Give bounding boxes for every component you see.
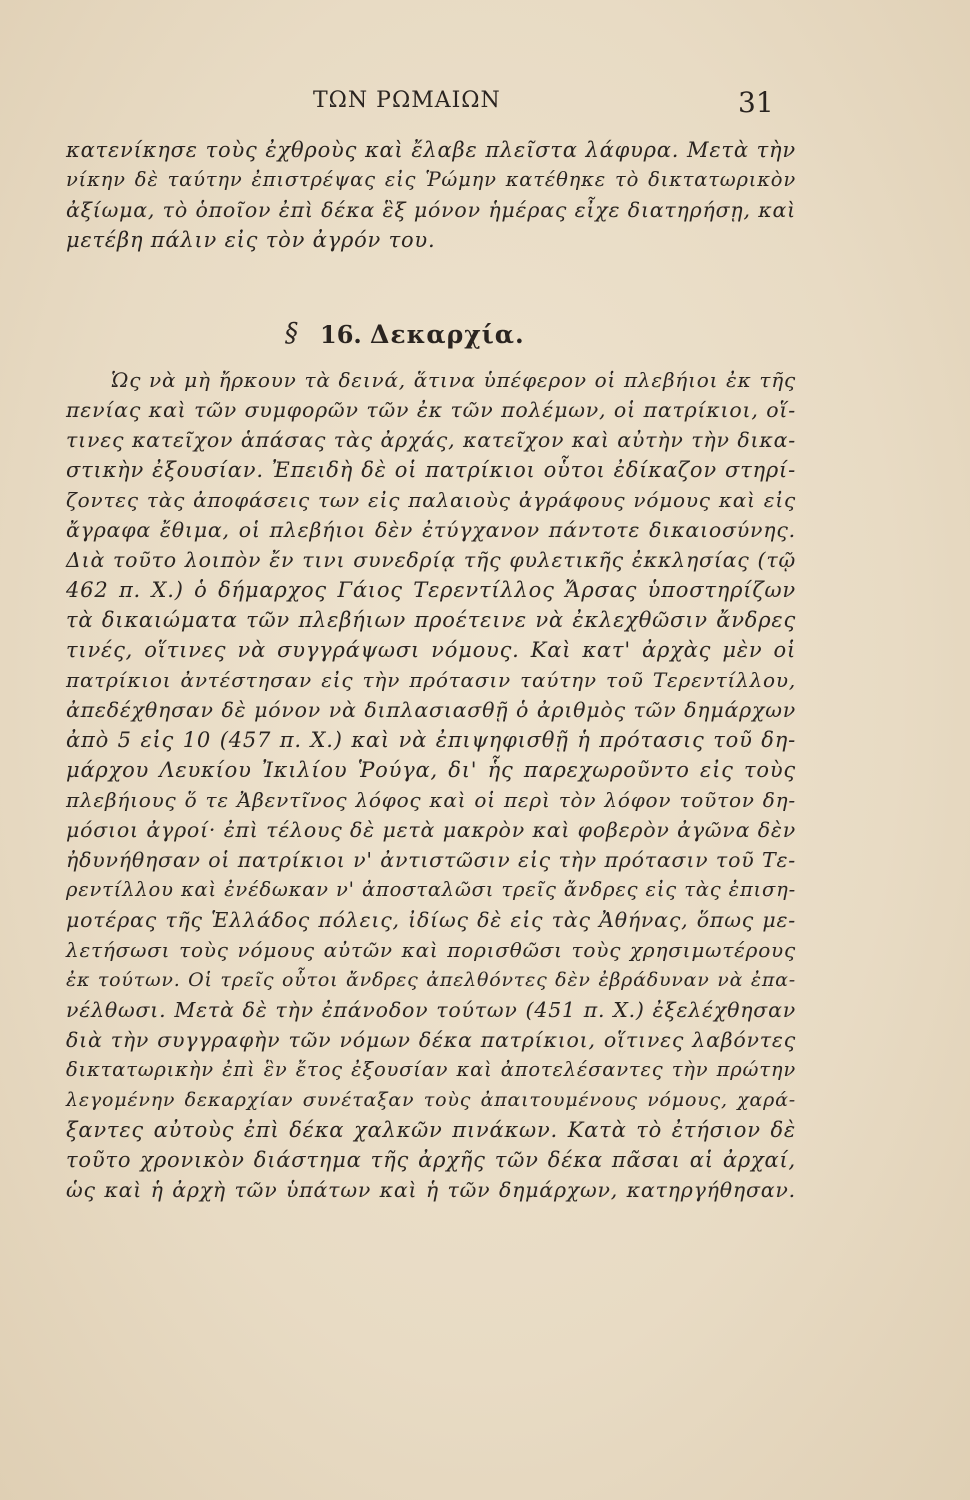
section-number: 16. — [320, 320, 362, 349]
text-line: ἀξίωμα, τὸ ὁποῖον ἐπὶ δέκα ἓξ μόνον ἡμέρας εἶχε διατηρήσῃ, καὶ — [66, 198, 796, 222]
section-title: Δεκαρχία. — [370, 320, 525, 349]
text-line: ἠδυνήθησαν οἱ πατρίκιοι ν' ἀντιστῶσιν εἰς τὴν πρότασιν τοῦ Τε- — [66, 848, 796, 872]
text-line: τινες κατεῖχον ἁπάσας τὰς ἀρχάς, κατεῖχον καὶ αὐτὴν τὴν δικα- — [66, 428, 796, 452]
text-line: ἄγραφα ἔθιμα, οἱ πλεβήιοι δὲν ἐτύγχανον πάντοτε δικαιοσύνης. — [66, 518, 796, 542]
text-line: τοῦτο χρονικὸν διάστημα τῆς ἀρχῆς τῶν δέκα πᾶσαι αἱ ἀρχαί, — [66, 1148, 796, 1172]
text-line: διὰ τὴν συγγραφὴν τῶν νόμων δέκα πατρίκιοι, οἵτινες λαβόντες — [66, 1028, 796, 1052]
text-line: πλεβήιους ὅ τε Ἀβεντῖνος λόφος καὶ οἱ περὶ τὸν λόφον τοῦτον δη- — [66, 788, 796, 812]
text-line: πενίας καὶ τῶν συμφορῶν τῶν ἐκ τῶν πολέμων, οἱ πατρίκιοι, οἵ- — [66, 398, 796, 422]
paragraph-main — [66, 365, 796, 1205]
text-line: ὡς καὶ ἡ ἀρχὴ τῶν ὑπάτων καὶ ἡ τῶν δημάρχων, κατηργήθησαν. — [66, 1178, 796, 1202]
text-line: μόσιοι ἀγροί· ἐπὶ τέλους δὲ μετὰ μακρὸν καὶ φοβερὸν ἀγῶνα δὲν — [66, 818, 796, 842]
text-line: λεγομένην δεκαρχίαν συνέταξαν τοὺς ἀπαιτουμένους νόμους, χαρά- — [66, 1089, 796, 1111]
text-line: μάρχου Λευκίου Ἰκιλίου Ῥούγα, δι' ἧς παρεχωροῦντο εἰς τοὺς — [66, 758, 796, 782]
text-line: μετέβη πάλιν εἰς τὸν ἀγρόν του. — [66, 228, 436, 252]
text-line: ζοντες τὰς ἀποφάσεις των εἰς παλαιοὺς ἀγράφους νόμους καὶ εἰς — [66, 488, 796, 512]
page-number: 31 — [738, 86, 774, 119]
text-line: ἀπὸ 5 εἰς 10 (457 π. Χ.) καὶ νὰ ἐπιψηφισθῇ ἡ πρότασις τοῦ δη- — [66, 728, 796, 752]
section-heading — [0, 318, 970, 350]
section-mark: § — [285, 318, 298, 348]
text-line: πατρίκιοι ἀντέστησαν εἰς τὴν πρότασιν ταύτην τοῦ Τερεντίλλου, — [66, 668, 796, 692]
text-line: μοτέρας τῆς Ἑλλάδος πόλεις, ἰδίως δὲ εἰς τὰς Ἀθήνας, ὅπως με- — [66, 908, 796, 932]
running-head — [0, 88, 970, 118]
text-line: στικὴν ἐξουσίαν. Ἐπειδὴ δὲ οἱ πατρίκιοι οὗτοι ἐδίκαζον στηρί- — [66, 458, 796, 482]
text-line: λετήσωσι τοὺς νόμους αὐτῶν καὶ πορισθῶσι τοὺς χρησιμωτέρους — [66, 938, 796, 962]
text-line: ξαντες αὐτοὺς ἐπὶ δέκα χαλκῶν πινάκων. Κατὰ τὸ ἐτήσιον δὲ — [66, 1118, 796, 1142]
text-line: δικτατωρικὴν ἐπὶ ἓν ἔτος ἐξουσίαν καὶ ἀποτελέσαντες τὴν πρώτην — [66, 1058, 796, 1081]
text-line: νέλθωσι. Μετὰ δὲ τὴν ἐπάνοδον τούτων (451 π. Χ.) ἐξελέχθησαν — [66, 998, 796, 1022]
text-line: ρεντίλλου καὶ ἐνέδωκαν ν' ἀποσταλῶσι τρεῖς ἄνδρες εἰς τὰς ἐπιση- — [66, 878, 796, 901]
text-line: ἀπεδέχθησαν δὲ μόνον νὰ διπλασιασθῇ ὁ ἀριθμὸς τῶν δημάρχων — [66, 698, 796, 722]
text-line: Διὰ τοῦτο λοιπὸν ἔν τινι συνεδρίᾳ τῆς φυλετικῆς ἐκκλησίας (τῷ — [66, 548, 796, 572]
text-line: 462 π. Χ.) ὁ δήμαρχος Γάιος Τερεντίλλος Ἄρσας ὑποστηρίζων — [66, 578, 796, 602]
text-line: τὰ δικαιώματα τῶν πλεβήιων προέτεινε νὰ ἐκλεχθῶσιν ἄνδρες — [66, 608, 796, 632]
running-title: ΤΩΝ ΡΩΜΑΙΩΝ — [313, 88, 501, 113]
text-line: ἐκ τούτων. Οἱ τρεῖς οὗτοι ἄνδρες ἀπελθόντες δὲν ἐβράδυναν νὰ ἐπα- — [66, 969, 796, 991]
text-line: τινές, οἵτινες νὰ συγγράψωσι νόμους. Καὶ κατ' ἀρχὰς μὲν οἱ — [66, 638, 796, 662]
text-line: νίκην δὲ ταύτην ἐπιστρέψας εἰς Ῥώμην κατέθηκε τὸ δικτατωρικὸν — [66, 168, 796, 191]
text-line: κατενίκησε τοὺς ἐχθροὺς καὶ ἔλαβε πλεῖστα λάφυρα. Μετὰ τὴν — [66, 138, 796, 162]
text-line: Ὡς νὰ μὴ ἤρκουν τὰ δεινά, ἅτινα ὑπέφερον οἱ πλεβήιοι ἐκ τῆς — [111, 368, 796, 392]
paragraph-continued — [66, 135, 796, 255]
